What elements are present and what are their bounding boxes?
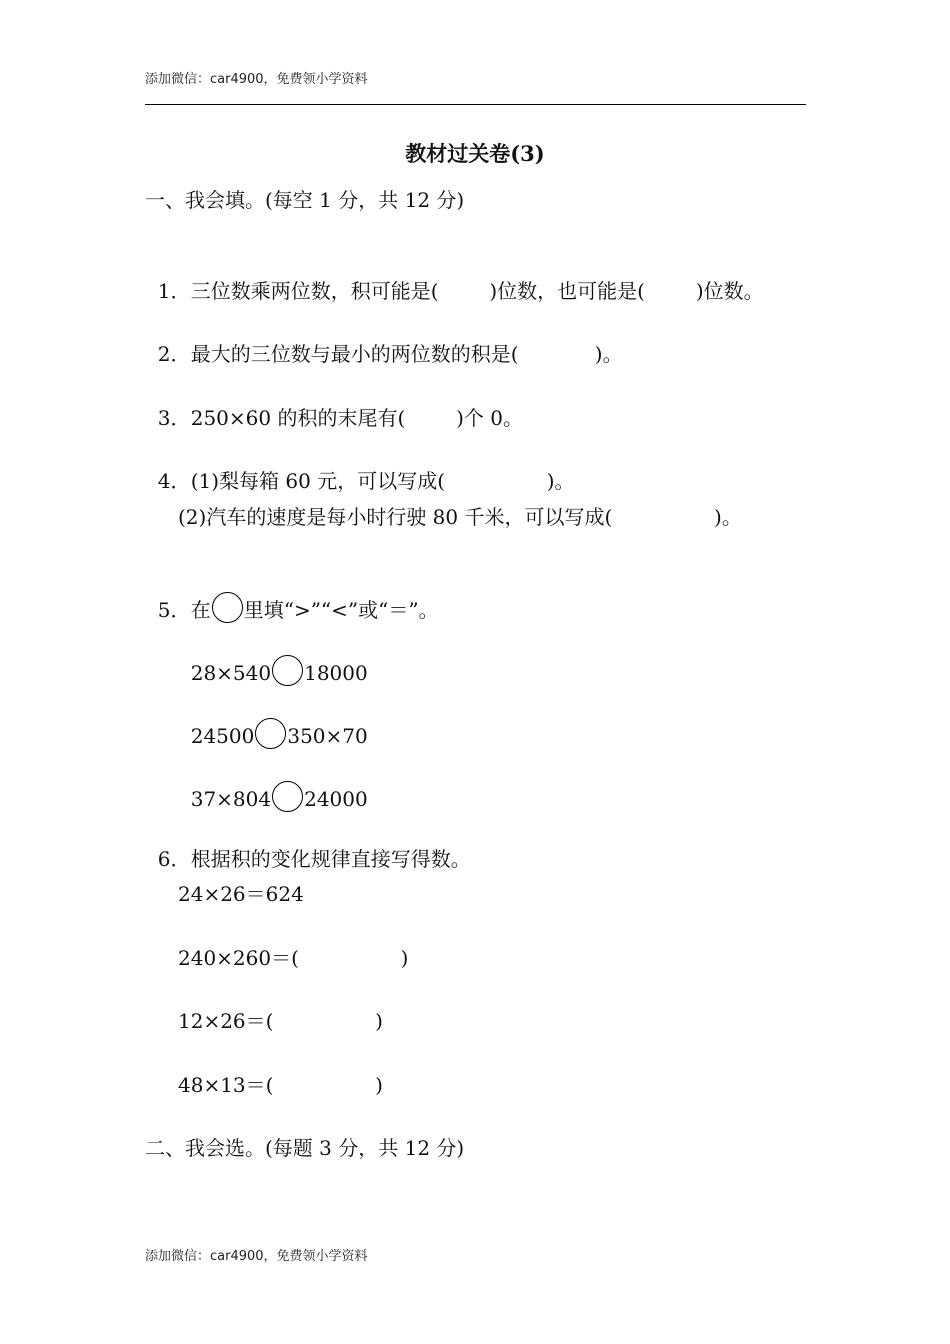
question-2 (145, 312, 623, 368)
question-5-number: 5． (157, 598, 191, 622)
equation-line: 24×26＝624 (178, 882, 304, 906)
question-6-text: 根据积的变化规律直接写得数。 (190, 847, 471, 871)
question-5-post: 里填“>”“<”或“＝”。 (243, 598, 439, 622)
compare-item (178, 690, 368, 750)
compare-left: 37×804 (190, 787, 272, 811)
section2-heading: 二、我会选。(每题 3 分，共 12 分) (145, 1136, 465, 1160)
question-1-text: 三位数乘两位数，积可能是( )位数，也可能是( )位数。 (190, 279, 764, 303)
question-1-number: 1． (157, 279, 191, 303)
question-3-text: 250×60 的积的末尾有( )个 0。 (190, 406, 524, 430)
question-6 (145, 817, 471, 873)
compare-left: 24500 (190, 724, 255, 748)
question-1 (145, 249, 764, 305)
compare-left: 28×540 (190, 661, 272, 685)
question-4 (145, 439, 575, 495)
compare-right: 24000 (304, 787, 368, 811)
question-6-number: 6． (157, 847, 191, 871)
compare-circle-icon[interactable] (272, 781, 303, 812)
section1-heading: 一、我会填。(每空 1 分，共 12 分) (145, 188, 465, 212)
question-2-number: 2． (157, 342, 191, 366)
page-footer: 添加微信：car4900，免费领小学资料 (145, 1249, 368, 1264)
question-3 (145, 376, 523, 432)
compare-right: 18000 (304, 661, 368, 685)
question-4-number: 4． (157, 469, 191, 493)
question-4a-text: (1)梨每箱 60 元，可以写成( )。 (190, 469, 575, 493)
question-2-text: 最大的三位数与最小的两位数的积是( )。 (190, 342, 623, 366)
equation-line[interactable]: 12×26＝( ) (178, 1009, 383, 1033)
header-rule (145, 104, 806, 105)
page-title: 教材过关卷(3) (405, 141, 545, 166)
question-4b-text: (2)汽车的速度是每小时行驶 80 千米，可以写成( )。 (178, 505, 742, 529)
page-header: 添加微信：car4900，免费领小学资料 (145, 72, 368, 87)
equation-line[interactable]: 48×13＝( ) (178, 1073, 383, 1097)
equation-line[interactable]: 240×260＝( ) (178, 946, 409, 970)
compare-item (178, 627, 368, 687)
compare-right: 350×70 (287, 724, 368, 748)
question-5 (145, 564, 439, 624)
compare-circle-icon[interactable] (255, 718, 286, 749)
compare-item (178, 753, 368, 813)
question-5-pre: 在 (190, 598, 211, 622)
compare-circle-icon[interactable] (272, 655, 303, 686)
compare-circle-icon (212, 592, 243, 623)
question-3-number: 3． (157, 406, 191, 430)
